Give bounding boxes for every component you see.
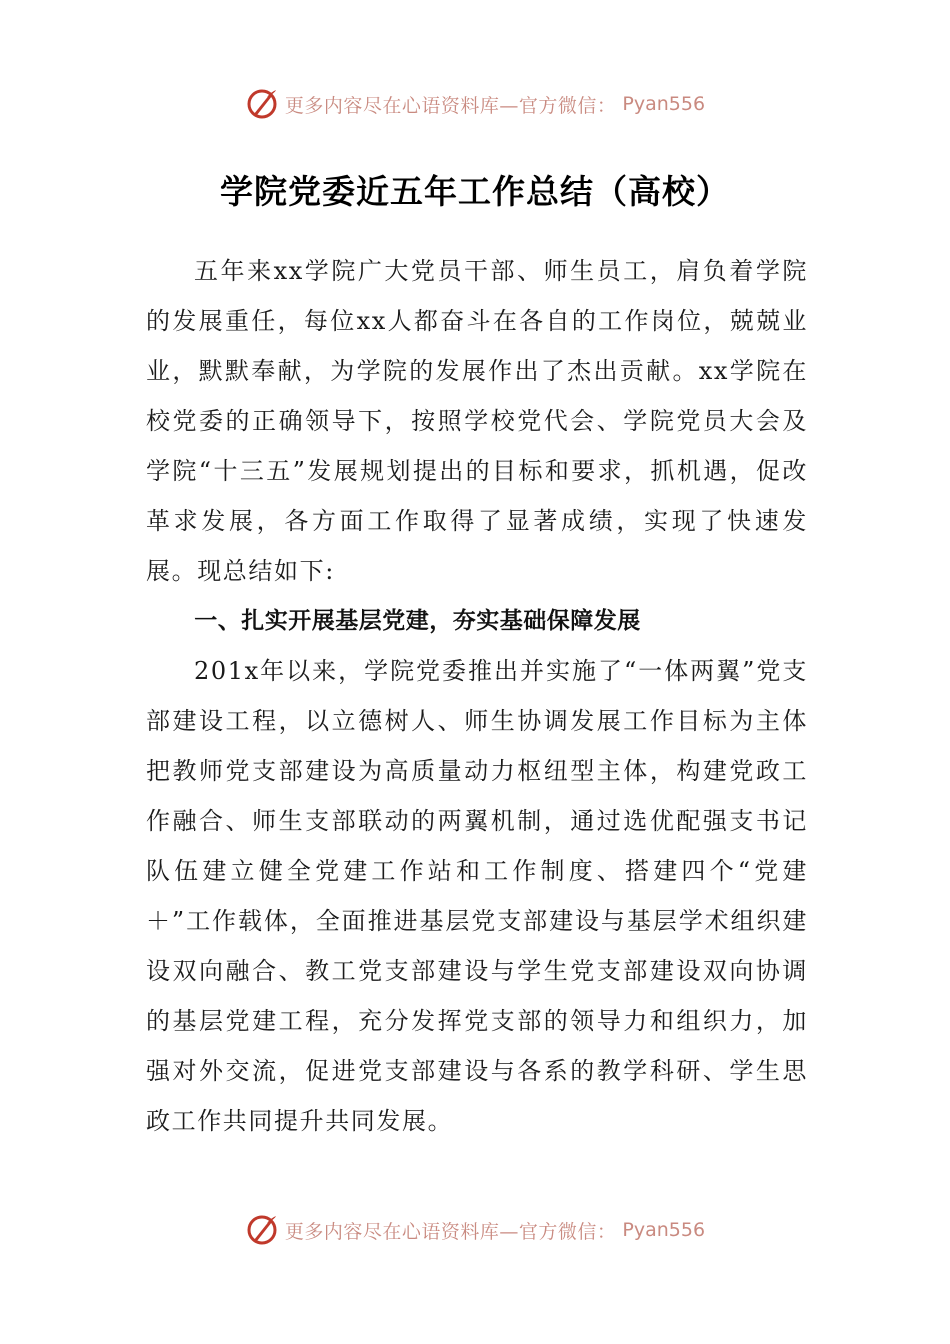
section-heading: 一、扎实开展基层党建，夯实基础保障发展 (194, 608, 641, 634)
document-body (146, 246, 808, 1146)
header-banner (0, 82, 950, 126)
footer-banner (0, 1208, 950, 1252)
banner-text: 更多内容尽在心语资料库—官方微信： (284, 1220, 617, 1243)
banner-wechat-id: Pyan556 (622, 1219, 706, 1241)
document-title: 学院党委近五年工作总结（高校） (220, 172, 730, 211)
banner-wechat-id: Pyan556 (622, 93, 706, 115)
banner-text: 更多内容尽在心语资料库—官方微信： (284, 94, 617, 117)
quill-pen-in-circle-icon (245, 1213, 279, 1247)
section-paragraph: 201x年以来，学院党委推出并实施了“一体两翼”党支部建设工程，以立德树人、师生协调发展工作目标为主体把教师党支部建设为高质量动力枢纽型主体，构建党政工作融合、师生支部联动的两翼机制，通过选优配强支书记队伍建立健全党建工作站和工作制度、搭建四个“党建＋”工作载体，全面推进基层党支部建设与基层学术组织建设双向融合、教工党支部建设与学生党支部建设双向协调的基层党建工程，充分发挥党支部的领导力和组织力，加强对外交流，促进党支部建设与各系的教学科研、学生思政工作共同提升共同发展。 (146, 657, 808, 1135)
intro-paragraph: 五年来xx学院广大党员干部、师生员工，肩负着学院的发展重任，每位xx人都奋斗在各自的工作岗位，兢兢业业，默默奉献，为学院的发展作出了杰出贡献。xx学院在校党委的正确领导下，按照学校党代会、学院党员大会及学院“十三五”发展规划提出的目标和要求，抓机遇，促改革求发展，各方面工作取得了显著成绩，实现了快速发展。现总结如下: (146, 257, 808, 585)
quill-pen-in-circle-icon (245, 87, 279, 121)
